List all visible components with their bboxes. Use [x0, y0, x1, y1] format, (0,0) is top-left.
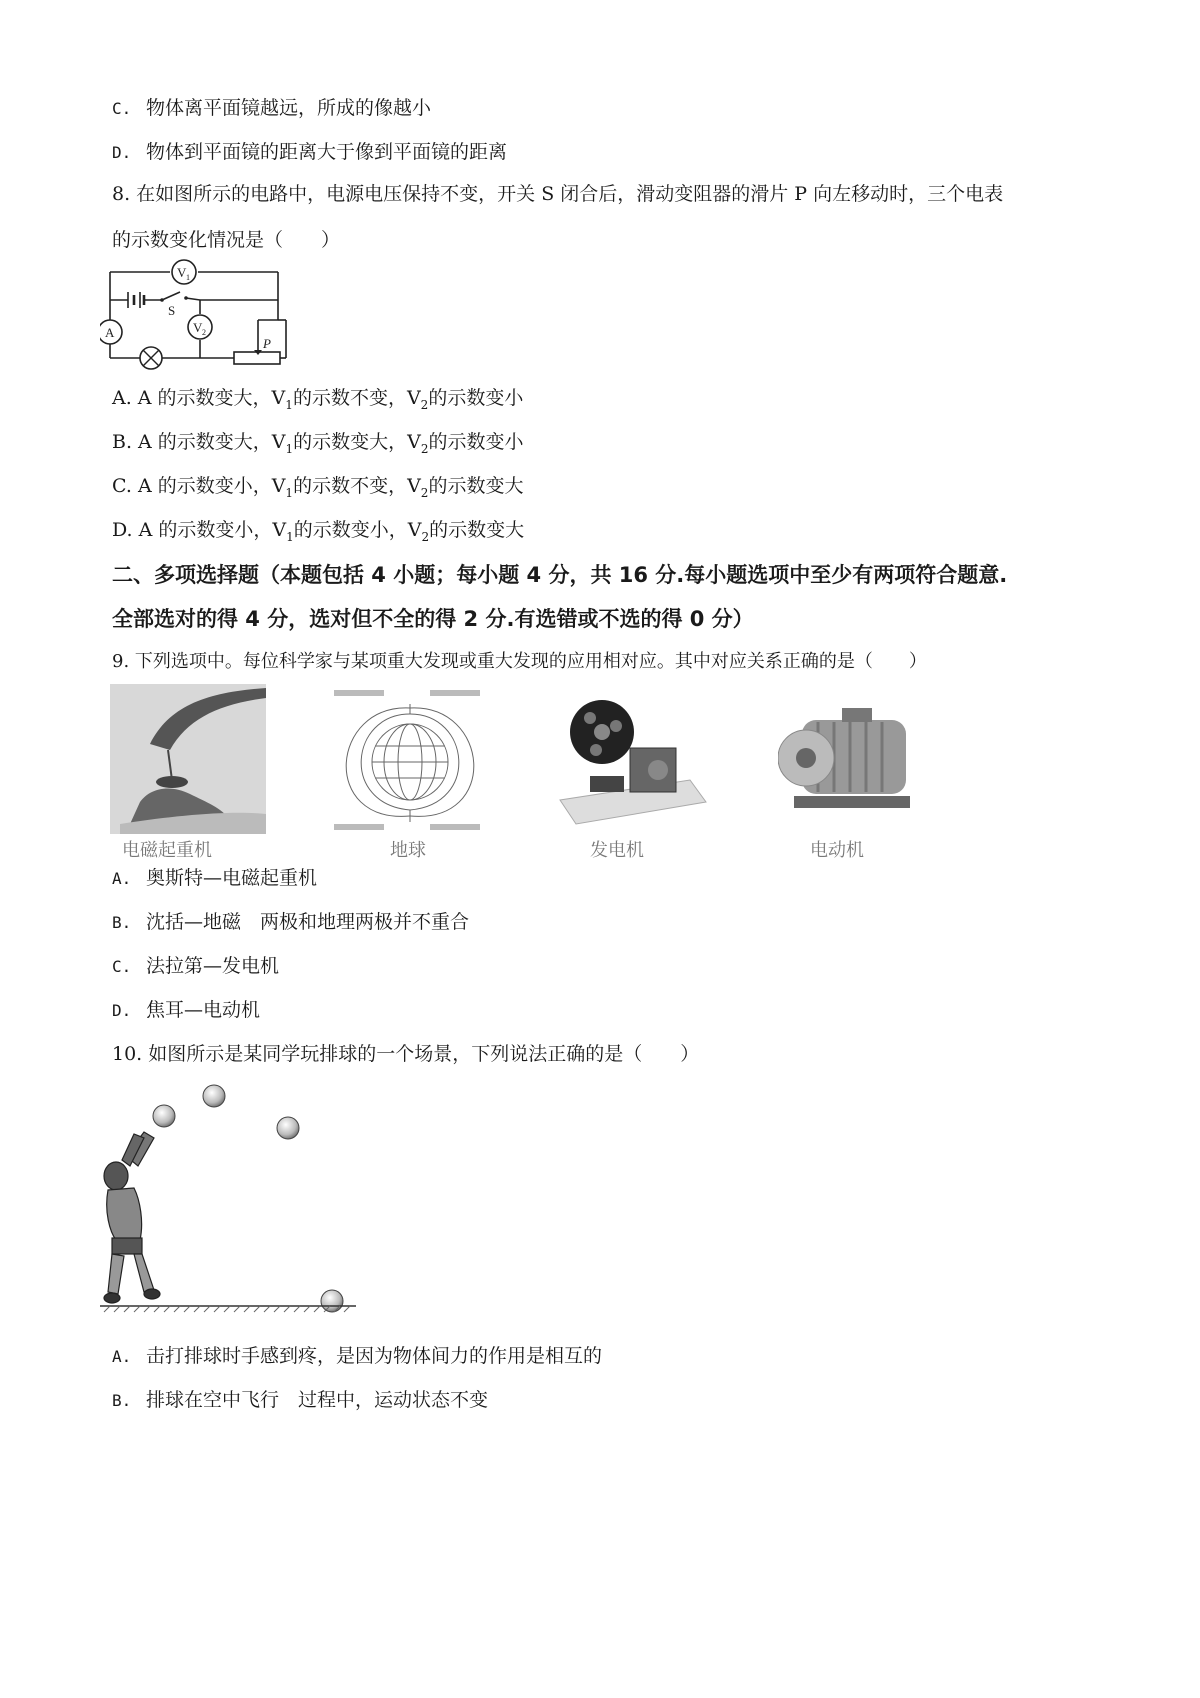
- section-heading-line1: 二、多项选择题（本题包括 4 小题；每小题 4 分，共 16 分.每小题选项中至少有两项符合题意.: [112, 563, 1008, 587]
- battery-icon: [128, 292, 144, 308]
- option-letter: D.: [112, 1001, 132, 1020]
- v1-label: V: [177, 265, 187, 280]
- q8-stem-line1: 8. 在如图所示的电路中，电源电压保持不变，开关 S 闭合后，滑动变阻器的滑片 P 向左移动时，三个电表: [112, 183, 1004, 205]
- option-letter: D.: [112, 143, 132, 162]
- q10-option-a: [112, 1344, 602, 1369]
- q8-option-b: B. A 的示数变大，$V_1$的示数变大，$V_2$的示数变小: [112, 431, 524, 456]
- slider-label: P: [263, 336, 271, 351]
- switch-label: S: [168, 303, 176, 318]
- ball-icon: [153, 1105, 175, 1127]
- image-label: 地球: [390, 840, 426, 861]
- option-letter: C.: [112, 957, 132, 976]
- option-text: 排球在空中飞行 过程中，运动状态不变: [146, 1389, 489, 1411]
- q8-option-c: C. A 的示数变小，$V_1$的示数不变，$V_2$的示数变大: [112, 475, 524, 500]
- option-letter: B.: [112, 1391, 132, 1410]
- image-label: 电磁起重机: [122, 840, 212, 861]
- image-label: 发电机: [590, 840, 644, 861]
- q8-option-a: A. A 的示数变大，$V_1$的示数不变，$V_2$的示数变小: [112, 387, 524, 412]
- v1-subscript: 1: [186, 273, 190, 282]
- option-text: 击打排球时手感到疼，是因为物体间力的作用是相互的: [146, 1345, 603, 1367]
- option-text: 法拉第—发电机: [146, 955, 280, 977]
- v2-label: V: [193, 320, 203, 335]
- ball-icon: [321, 1290, 343, 1312]
- option-text: 物体到平面镜的距离大于像到平面镜的距离: [146, 141, 508, 163]
- player-figure: [104, 1132, 160, 1303]
- ball-icon: [277, 1117, 299, 1139]
- generator-photo: [550, 690, 710, 830]
- q9-option-b: [112, 910, 469, 935]
- crane-photo: [110, 684, 266, 834]
- volleyball-illustration: [100, 1082, 370, 1322]
- option-letter: A.: [112, 869, 132, 888]
- q8-option-d: D. A 的示数变小，$V_1$的示数变小，$V_2$的示数变大: [112, 519, 525, 544]
- q9-option-d: [112, 998, 260, 1023]
- option-text: 物体离平面镜越远，所成的像越小: [146, 97, 432, 119]
- image-label: 电动机: [810, 840, 864, 861]
- ammeter-label: A: [105, 325, 115, 340]
- ball-icon: [203, 1085, 225, 1107]
- rheostat-icon: [234, 350, 280, 364]
- switch-icon: [160, 292, 188, 302]
- option-letter: A.: [112, 1347, 132, 1366]
- q10-stem: 10. 如图所示是某同学玩排球的一个场景，下列说法正确的是（ ）: [112, 1043, 700, 1065]
- q9-option-a: [112, 866, 317, 891]
- v2-subscript: 2: [202, 328, 206, 337]
- option-text: 沈括—地磁 两极和地理两极并不重合: [146, 911, 470, 933]
- circuit-diagram: [100, 258, 300, 376]
- q7-option-d: [112, 140, 507, 165]
- option-letter: C.: [112, 99, 132, 118]
- q8-stem-line2: 的示数变化情况是（ ）: [112, 229, 341, 251]
- motor-photo: [778, 706, 918, 818]
- q9-option-c: [112, 954, 279, 979]
- section-heading-line2: 全部选对的得 4 分，选对但不全的得 2 分.有选错或不选的得 0 分）: [112, 607, 754, 631]
- earth-field-diagram: [330, 684, 490, 834]
- q9-stem: 9. 下列选项中。每位科学家与某项重大发现或重大发现的应用相对应。其中对应关系正确的是（ ）: [112, 651, 927, 672]
- option-text: 焦耳—电动机: [146, 999, 261, 1021]
- option-letter: B.: [112, 913, 132, 932]
- lamp-icon: [140, 347, 162, 369]
- q7-option-c: [112, 96, 431, 121]
- option-text: 奥斯特—电磁起重机: [146, 867, 318, 889]
- q10-option-b: [112, 1388, 488, 1413]
